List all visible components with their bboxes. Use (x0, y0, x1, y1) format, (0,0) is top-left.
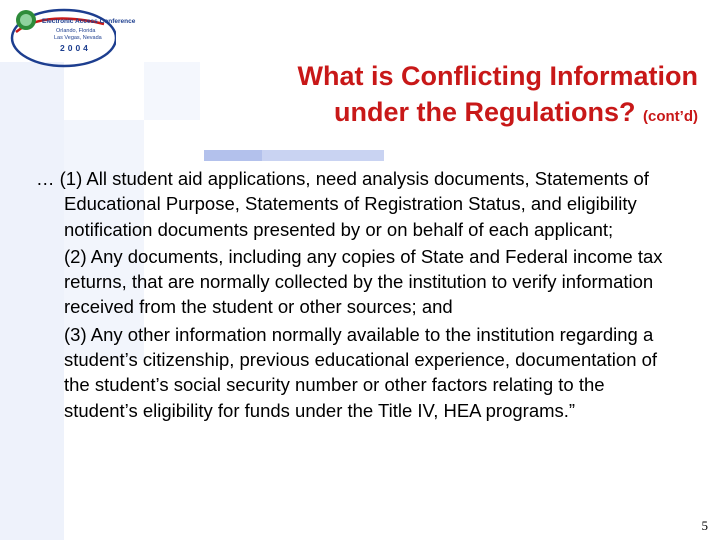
logo-city-2: Las Vegas, Nevada (54, 35, 102, 41)
conference-logo (4, 2, 136, 72)
background-block-top (144, 62, 200, 120)
logo-year: 2004 (60, 43, 91, 53)
title-line-2-text: under the Regulations? (333, 97, 636, 127)
body-item-2: (2) Any documents, including any copies of State and Federal income tax returns, that are normally collected by the institution to verify information received from the student or other sources; and (64, 245, 663, 318)
slide-title (298, 58, 698, 135)
title-line-2 (298, 94, 698, 135)
logo-org-name: Electronic Access Conference (42, 18, 136, 25)
title-underline-accent (204, 150, 262, 161)
title-line-1: What is Conflicting Information (297, 61, 698, 91)
page-number: 5 (701, 518, 708, 533)
title-suffix: (cont’d) (643, 108, 698, 125)
body-item-3: (3) Any other information normally available to the institution regarding a student’s citizenship, previous educational experience, documentation of the student’s social security number or other factors relating to the student’s eligibility for funds under the Title IV, HEA programs.” (64, 323, 658, 421)
body-item-1: … (1) All student aid applications, need analysis documents, Statements of Educational Purpose, Statements of Registration Status, and eligibility notification documents presented by or on behalf of each applicant; (36, 168, 649, 240)
logo-city-1: Orlando, Florida (56, 28, 96, 34)
slide-body (36, 166, 666, 423)
